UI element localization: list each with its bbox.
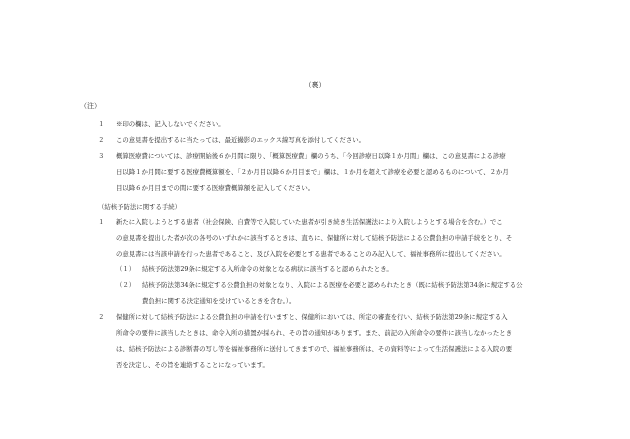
notes-heading: （注）	[80, 102, 101, 110]
procedure-2-number: ２	[98, 313, 105, 321]
procedure-2-text-line-4: 否を決定し、その旨を連絡することになっています。	[116, 361, 269, 369]
note-3-text-line-2: 日以降１か月間に要する医療費概算額を、「２か月目以降６か月目まで」欄は、１か月を超えて診療を必要と認めるものについて、２か月	[116, 168, 509, 176]
procedure-2-text-line-1: 保健所に対して結核予防法による公費負担の申請を行いますと、保健所においては、所定の審査を行い、結核予防法第29条に規定する入	[116, 313, 508, 321]
note-3-number: ３	[98, 152, 105, 160]
note-3-text-line-1: 概算医療費については、診療開始後６か月間に限り、「概算医療費」欄のうち、「今回診療日以降１か月間」欄は、この意見書による診療	[116, 152, 506, 160]
procedure-2-text-line-2: 所命令の要件に該当したときは、命令入所の措置が採られ、その旨の通知があります。また、前記の入所命令の要件に該当しなかったとき	[116, 329, 513, 337]
sub-item-1-number: （１）	[116, 265, 136, 273]
page-side-title: （裏）	[304, 81, 326, 89]
procedure-1-text-line-1: 新たに入院しようとする患者（社会保険、自費等で入院していた患者が引き続き生活保護法により入院しようとする場合を含む。）でこ	[116, 218, 503, 226]
sub-item-2-text-line-2: 費負担に関する決定通知を受けているときを含む。）。	[142, 297, 296, 305]
procedure-1-text-line-3: の意見書には当該申請を行った患者であること、及び入院を必要とする患者であることのみ記入して、福祉事務所に提出してください。	[116, 250, 506, 258]
note-1-text: ※印の欄は、記入しないでください。	[116, 120, 225, 128]
procedure-2-text-line-3: は、結核予防法による診断書の写し等を福祉事務所に送付してきますので、福祉事務所は、その資料等によって生活保護法による入院の要	[116, 345, 513, 353]
note-3-text-line-3: 目以降６か月目までの間に要する医療費概算額を記入してください。	[116, 184, 315, 192]
sub-item-2-text-line-1: 結核予防法第34条に規定する公費負担の対象となり、入院による医療を必要と認められたとき（既に結核予防法第34条に規定する公	[142, 281, 523, 289]
note-2-text: この意見書を提出するに当たっては、最近撮影のエックス線写真を添付してください。	[116, 136, 366, 144]
note-2-number: ２	[98, 136, 105, 144]
sub-item-1-text: 結核予防法第29条に規定する入所命令の対象となる病状に該当すると認められたとき。	[142, 265, 393, 273]
section-heading: （結核予防法に関する手続）	[98, 203, 182, 211]
procedure-1-number: １	[98, 218, 105, 226]
sub-item-2-number: （２）	[116, 281, 136, 289]
procedure-1-text-line-2: の意見書を提出した者が次の各号のいずれかに該当するときは、直ちに、保健所に対して結核予防法による公費負担の申請手続をとり、そ	[116, 234, 513, 242]
note-1-number: １	[98, 120, 105, 128]
